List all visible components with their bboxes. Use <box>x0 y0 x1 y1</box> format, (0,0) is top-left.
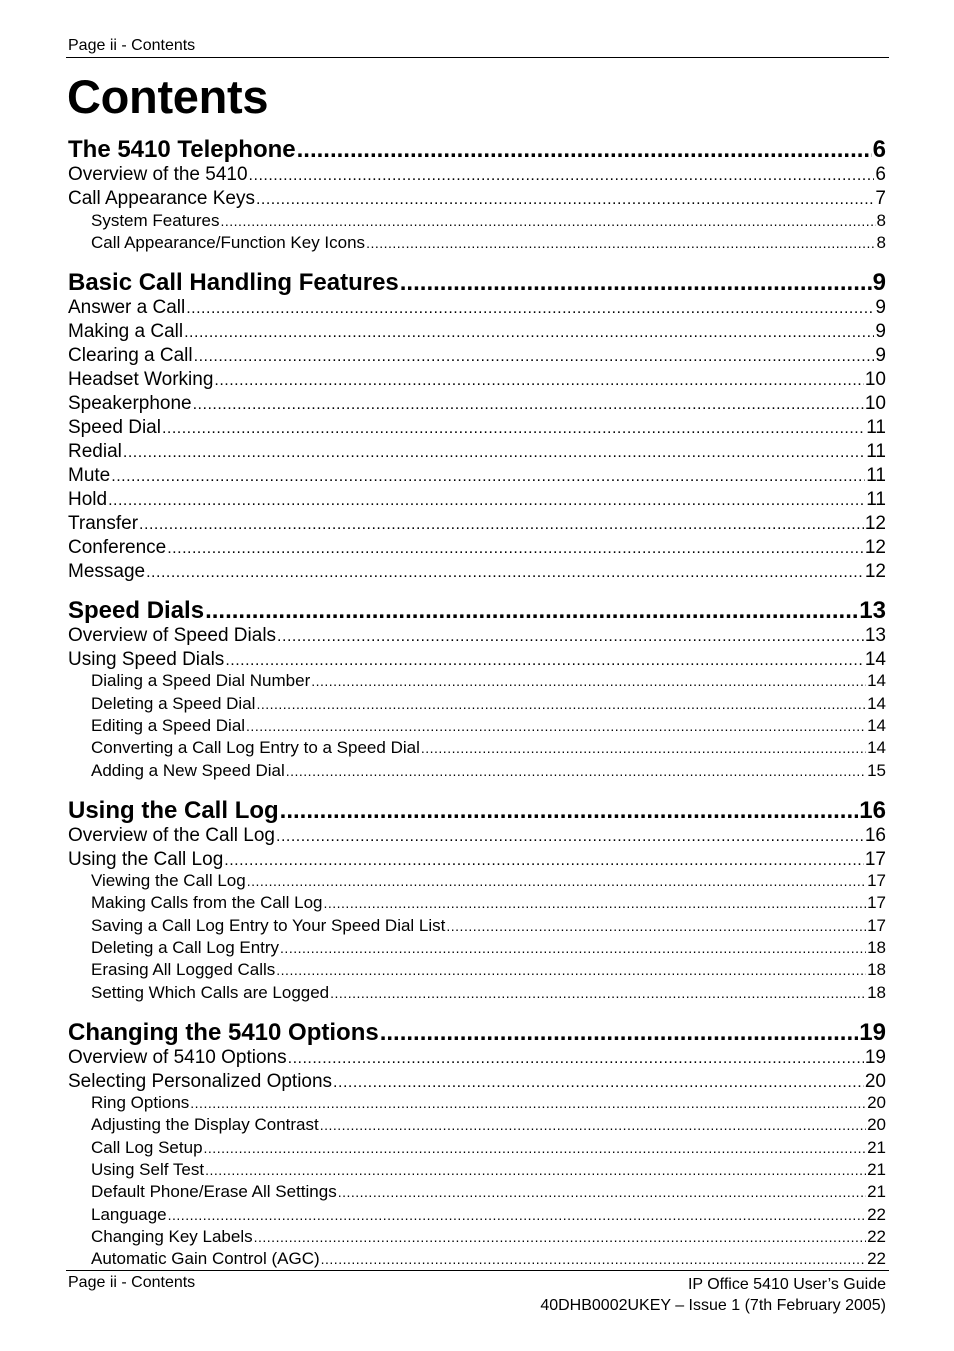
toc-entry-title: Mute <box>68 464 111 486</box>
toc-entry-page: 14 <box>864 648 886 670</box>
toc-entry-page: 13 <box>864 624 886 646</box>
toc-entry-title: Adjusting the Display Contrast <box>91 1115 319 1135</box>
toc-entry-level-3[interactable] <box>68 960 886 980</box>
toc-dot-leader <box>254 1227 866 1247</box>
toc-entry-level-2[interactable] <box>68 345 886 368</box>
toc-entry-title: Viewing the Call Log <box>91 871 246 890</box>
toc-entry-page: 18 <box>867 937 886 957</box>
toc-entry-level-2[interactable] <box>68 537 886 560</box>
toc-entry-level-2[interactable] <box>68 561 886 584</box>
toc-entry-title: Ring Options <box>91 1093 190 1112</box>
toc-entry-level-2[interactable] <box>68 369 886 392</box>
toc-entry-level-2[interactable] <box>68 1071 886 1094</box>
toc-dot-leader <box>330 983 866 1003</box>
toc-entry-title: Converting a Call Log Entry to a Speed Dial <box>91 738 420 758</box>
toc-entry-level-2[interactable] <box>68 417 886 440</box>
toc-entry-page: 14 <box>867 671 886 691</box>
toc-dot-leader <box>366 233 875 253</box>
footer-document-info <box>540 1274 886 1316</box>
toc-entry-page: 18 <box>867 960 886 980</box>
toc-entry-page: 11 <box>866 440 886 462</box>
toc-entry-title: Language <box>91 1204 167 1224</box>
toc-entry-title: Deleting a Speed Dial <box>91 693 256 713</box>
toc-entry-title: Automatic Gain Control (AGC) <box>91 1249 320 1269</box>
toc-entry-page: 21 <box>867 1137 886 1157</box>
toc-entry-level-3[interactable] <box>68 983 886 1003</box>
toc-entry-title: Deleting a Call Log Entry <box>91 937 280 957</box>
toc-entry-page: 14 <box>867 693 886 713</box>
toc-entry-page: 18 <box>867 982 886 1002</box>
toc-dot-leader <box>214 370 863 392</box>
toc-entry-page: 17 <box>867 893 886 913</box>
toc-dot-leader <box>167 538 864 560</box>
toc-dot-leader <box>256 189 874 211</box>
toc-dot-leader <box>190 1093 866 1113</box>
toc-dot-leader <box>108 490 865 512</box>
toc-dot-leader <box>320 1115 866 1135</box>
toc-entry-page: 19 <box>859 1018 886 1046</box>
toc-dot-leader <box>224 850 864 872</box>
toc-entry-title: Overview of the 5410 <box>68 164 248 185</box>
toc-entry-page: 17 <box>867 915 886 935</box>
toc-entry-page: 22 <box>867 1226 886 1246</box>
toc-dot-leader <box>146 562 864 584</box>
toc-entry-level-3[interactable] <box>68 211 886 231</box>
toc-entry-page: 6 <box>875 164 886 185</box>
toc-entry-level-3[interactable] <box>68 1138 886 1158</box>
toc-entry-level-2[interactable] <box>68 513 886 536</box>
toc-entry-level-3[interactable] <box>68 1205 886 1225</box>
toc-entry-level-3[interactable] <box>68 1182 886 1202</box>
toc-entry-page: 12 <box>864 536 886 558</box>
running-header: Page ii - Contents <box>68 37 196 54</box>
toc-entry-page: 22 <box>867 1204 886 1224</box>
toc-entry-page: 13 <box>859 596 886 624</box>
toc-dot-leader <box>277 626 864 648</box>
toc-entry-title: Making a Call <box>68 320 184 342</box>
toc-dot-leader <box>246 716 866 736</box>
toc-dot-leader <box>221 211 876 231</box>
toc-entry-level-2[interactable] <box>68 625 886 648</box>
toc-dot-leader <box>168 1205 866 1225</box>
toc-entry-level-1[interactable] <box>68 136 886 164</box>
toc-entry-title: Call Appearance Keys <box>68 188 255 209</box>
toc-entry-title: Using Self Test <box>91 1159 205 1179</box>
toc-dot-leader <box>256 694 866 714</box>
toc-entry-level-1[interactable] <box>68 597 886 625</box>
toc-entry-title: System Features <box>91 210 220 230</box>
toc-entry-page: 20 <box>864 1070 886 1092</box>
toc-entry-level-2[interactable] <box>68 164 886 187</box>
toc-dot-leader <box>400 269 872 297</box>
toc-entry-level-2[interactable] <box>68 441 886 464</box>
toc-dot-leader <box>204 1138 867 1158</box>
toc-entry-level-3[interactable] <box>68 893 886 913</box>
toc-entry-level-3[interactable] <box>68 1227 886 1247</box>
toc-entry-page: 14 <box>867 738 886 758</box>
toc-dot-leader <box>186 298 874 320</box>
toc-dot-leader <box>333 1072 864 1094</box>
toc-dot-leader <box>321 1249 866 1269</box>
toc-entry-page: 8 <box>876 232 886 252</box>
toc-entry-page: 12 <box>864 512 886 534</box>
toc-entry-level-2[interactable] <box>68 465 886 488</box>
toc-entry-page: 17 <box>864 848 886 870</box>
toc-entry-level-2[interactable] <box>68 489 886 512</box>
toc-entry-level-1[interactable] <box>68 1019 886 1047</box>
toc-entry-page: 14 <box>867 715 886 735</box>
toc-entry-level-3[interactable] <box>68 871 886 891</box>
toc-entry-title: Changing Key Labels <box>91 1226 253 1246</box>
toc-entry-level-2[interactable] <box>68 825 886 848</box>
toc-entry-level-2[interactable] <box>68 321 886 344</box>
toc-dot-leader <box>280 938 866 958</box>
toc-entry-page: 11 <box>866 488 886 510</box>
toc-dot-leader <box>247 871 866 891</box>
toc-entry-title: Overview of the Call Log <box>68 824 275 846</box>
toc-entry-page: 22 <box>867 1249 886 1269</box>
toc-entry-title: Answer a Call <box>68 296 186 318</box>
toc-entry-level-3[interactable] <box>68 916 886 936</box>
toc-dot-leader <box>276 826 864 848</box>
toc-entry-title: Headset Working <box>68 368 214 390</box>
toc-entry-title: Message <box>68 560 146 582</box>
toc-entry-title: Hold <box>68 488 108 510</box>
toc-dot-leader <box>276 960 866 980</box>
toc-entry-page: 21 <box>867 1182 886 1202</box>
toc-entry-page: 10 <box>864 392 886 414</box>
toc-entry-page: 12 <box>864 560 886 582</box>
toc-entry-title: Adding a New Speed Dial <box>91 760 285 780</box>
toc-entry-page: 16 <box>864 824 886 846</box>
toc-entry-page: 21 <box>867 1159 886 1179</box>
toc-entry-title: Speed Dials <box>68 596 205 624</box>
toc-entry-title: Speed Dial <box>68 416 161 438</box>
toc-dot-leader <box>184 322 874 344</box>
toc-entry-level-3[interactable] <box>68 938 886 958</box>
toc-dot-leader <box>111 466 865 488</box>
toc-entry-level-3[interactable] <box>68 761 886 781</box>
toc-entry-title: Saving a Call Log Entry to Your Speed Dial List <box>91 915 446 935</box>
toc-dot-leader <box>205 597 858 625</box>
toc-entry-title: Transfer <box>68 512 139 534</box>
toc-entry-level-2[interactable] <box>68 849 886 872</box>
toc-entry-level-2[interactable] <box>68 297 886 320</box>
toc-entry-page: 15 <box>867 760 886 780</box>
toc-entry-page: 20 <box>867 1115 886 1135</box>
toc-entry-title: Overview of 5410 Options <box>68 1046 287 1068</box>
footer-issue-info: 40DHB0002UKEY – Issue 1 (7th February 2005) <box>540 1297 886 1314</box>
footer-page-label: Page ii - Contents <box>68 1274 196 1291</box>
footer-guide-title: IP Office 5410 User’s Guide <box>687 1276 886 1293</box>
toc-entry-page: 20 <box>867 1093 886 1112</box>
toc-entry-page: 9 <box>875 344 886 366</box>
toc-entry-title: Call Log Setup <box>91 1137 203 1157</box>
toc-entry-title: Changing the 5410 Options <box>68 1018 379 1046</box>
toc-dot-leader <box>338 1182 866 1202</box>
toc-entry-title: Erasing All Logged Calls <box>91 960 276 980</box>
toc-entry-level-1[interactable] <box>68 269 886 297</box>
toc-entry-title: The 5410 Telephone <box>68 136 296 163</box>
toc-entry-level-3[interactable] <box>68 1115 886 1135</box>
toc-entry-page: 9 <box>872 268 886 296</box>
toc-dot-leader <box>193 394 864 416</box>
toc-entry-title: Redial <box>68 440 122 462</box>
toc-entry-level-3[interactable] <box>68 716 886 736</box>
page-title: Contents <box>67 70 269 123</box>
toc-dot-leader <box>311 671 866 691</box>
toc-entry-page: 7 <box>875 188 886 209</box>
toc-entry-title: Using the Call Log <box>68 796 279 824</box>
toc-entry-level-3[interactable] <box>68 738 886 758</box>
header-divider <box>66 57 889 58</box>
toc-dot-leader <box>205 1160 866 1180</box>
toc-entry-title: Conference <box>68 536 167 558</box>
toc-entry-page: 10 <box>864 368 886 390</box>
toc-entry-title: Call Appearance/Function Key Icons <box>91 232 366 252</box>
toc-dot-leader <box>280 797 859 825</box>
toc-entry-level-3[interactable] <box>68 1093 886 1113</box>
toc-entry-title: Selecting Personalized Options <box>68 1070 333 1092</box>
toc-entry-level-1[interactable] <box>68 797 886 825</box>
toc-entry-page: 8 <box>876 210 886 230</box>
toc-dot-leader <box>162 418 865 440</box>
toc-entry-page: 11 <box>866 464 886 486</box>
toc-entry-page: 9 <box>875 296 886 318</box>
toc-dot-leader <box>123 442 865 464</box>
toc-dot-leader <box>446 916 866 936</box>
toc-dot-leader <box>380 1019 859 1047</box>
toc-entry-page: 11 <box>866 416 886 438</box>
toc-dot-leader <box>297 136 872 164</box>
toc-entry-page: 16 <box>859 796 886 824</box>
toc-entry-title: Using Speed Dials <box>68 648 225 670</box>
toc-dot-leader <box>323 893 866 913</box>
toc-entry-page: 6 <box>872 136 886 163</box>
toc-entry-title: Using the Call Log <box>68 848 224 870</box>
toc-entry-title: Default Phone/Erase All Settings <box>91 1182 337 1202</box>
toc-entry-title: Speakerphone <box>68 392 192 414</box>
toc-entry-level-3[interactable] <box>68 694 886 714</box>
toc-dot-leader <box>286 761 866 781</box>
toc-entry-level-2[interactable] <box>68 1047 886 1070</box>
toc-dot-leader <box>139 514 864 536</box>
toc-entry-title: Dialing a Speed Dial Number <box>91 671 311 691</box>
toc-dot-leader <box>194 346 875 368</box>
toc-entry-level-2[interactable] <box>68 188 886 211</box>
toc-dot-leader <box>288 1048 864 1070</box>
toc-dot-leader <box>249 165 875 187</box>
toc-entry-title: Editing a Speed Dial <box>91 715 246 735</box>
toc-entry-title: Setting Which Calls are Logged <box>91 982 330 1002</box>
toc-entry-page: 9 <box>875 320 886 342</box>
toc-entry-title: Basic Call Handling Features <box>68 268 399 296</box>
toc-dot-leader <box>225 650 864 672</box>
toc-entry-page: 17 <box>867 871 886 890</box>
toc-entry-title: Overview of Speed Dials <box>68 624 277 646</box>
toc-entry-title: Clearing a Call <box>68 344 193 366</box>
toc-entry-level-3[interactable] <box>68 233 886 253</box>
footer-divider <box>66 1270 889 1271</box>
toc-entry-level-3[interactable] <box>68 671 886 691</box>
toc-dot-leader <box>421 738 866 758</box>
toc-entry-page: 19 <box>864 1046 886 1068</box>
toc-entry-title: Making Calls from the Call Log <box>91 893 323 913</box>
toc-entry-level-2[interactable] <box>68 649 886 672</box>
toc-entry-level-3[interactable] <box>68 1160 886 1180</box>
toc-entry-level-2[interactable] <box>68 393 886 416</box>
toc-entry-level-3[interactable] <box>68 1249 886 1269</box>
